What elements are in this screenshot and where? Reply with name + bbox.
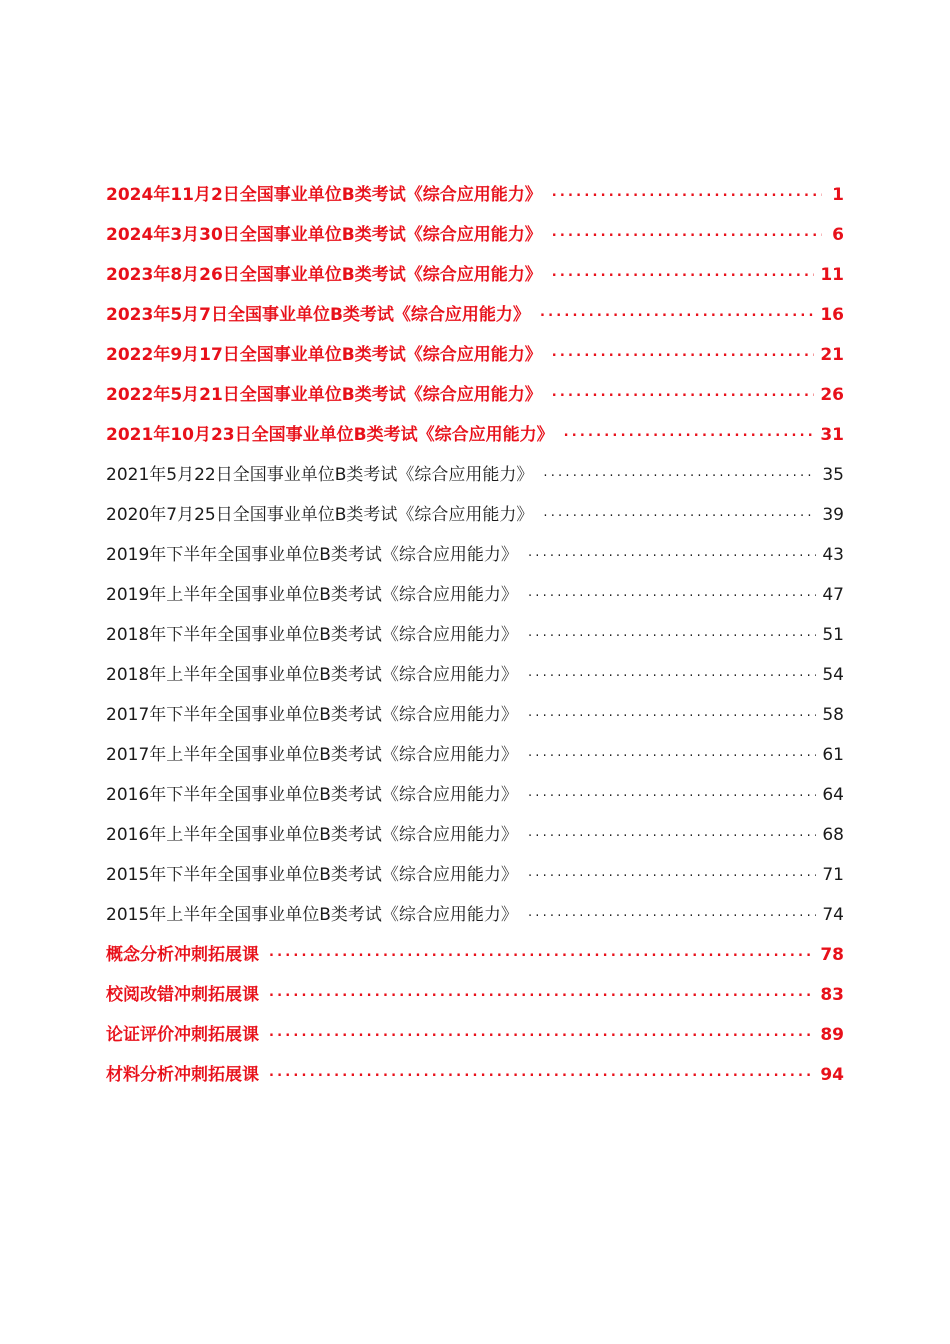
toc-entry-title: 2022年5月21日全国事业单位B类考试《综合应用能力》 bbox=[106, 385, 542, 405]
toc-entry-page: 35 bbox=[822, 465, 844, 485]
toc-entry-page: 78 bbox=[820, 945, 844, 965]
toc-entry[interactable] bbox=[106, 175, 844, 215]
toc-entry[interactable] bbox=[106, 855, 844, 895]
toc-leader-dots bbox=[269, 973, 814, 1013]
toc-entry[interactable] bbox=[106, 895, 844, 935]
toc-leader-dots bbox=[543, 453, 816, 493]
toc-entry-page: 83 bbox=[820, 985, 844, 1005]
toc-leader-dots bbox=[528, 653, 816, 693]
toc-entry-page: 54 bbox=[822, 665, 844, 685]
toc-entry-title: 2015年下半年全国事业单位B类考试《综合应用能力》 bbox=[106, 865, 518, 885]
toc-entry[interactable] bbox=[106, 615, 844, 655]
toc-entry-page: 1 bbox=[832, 185, 844, 205]
toc-entry-page: 16 bbox=[820, 305, 844, 325]
toc-leader-dots bbox=[528, 693, 816, 733]
toc-entry-title: 2017年下半年全国事业单位B类考试《综合应用能力》 bbox=[106, 705, 518, 725]
toc-entry[interactable] bbox=[106, 935, 844, 975]
toc-leader-dots bbox=[269, 1053, 814, 1093]
toc-entry[interactable] bbox=[106, 655, 844, 695]
toc-entry-page: 64 bbox=[822, 785, 844, 805]
toc-entry-page: 31 bbox=[820, 425, 844, 445]
toc-leader-dots bbox=[552, 173, 822, 213]
toc-entry-title: 2016年下半年全国事业单位B类考试《综合应用能力》 bbox=[106, 785, 518, 805]
toc-leader-dots bbox=[564, 413, 815, 453]
toc-entry-page: 61 bbox=[822, 745, 844, 765]
toc-entry-page: 74 bbox=[822, 905, 844, 925]
toc-entry-title: 论证评价冲刺拓展课 bbox=[106, 1025, 259, 1045]
table-of-contents bbox=[106, 175, 844, 1095]
toc-entry[interactable] bbox=[106, 335, 844, 375]
toc-entry[interactable] bbox=[106, 215, 844, 255]
toc-entry-page: 51 bbox=[822, 625, 844, 645]
toc-entry-title: 2023年5月7日全国事业单位B类考试《综合应用能力》 bbox=[106, 305, 530, 325]
toc-entry-title: 2018年上半年全国事业单位B类考试《综合应用能力》 bbox=[106, 665, 518, 685]
toc-entry-page: 21 bbox=[820, 345, 844, 365]
toc-leader-dots bbox=[528, 773, 816, 813]
toc-entry-title: 2024年11月2日全国事业单位B类考试《综合应用能力》 bbox=[106, 185, 542, 205]
toc-leader-dots bbox=[528, 733, 816, 773]
toc-entry-title: 校阅改错冲刺拓展课 bbox=[106, 985, 259, 1005]
toc-entry[interactable] bbox=[106, 415, 844, 455]
toc-entry-title: 2016年上半年全国事业单位B类考试《综合应用能力》 bbox=[106, 825, 518, 845]
toc-entry-page: 68 bbox=[822, 825, 844, 845]
toc-entry-title: 2018年下半年全国事业单位B类考试《综合应用能力》 bbox=[106, 625, 518, 645]
toc-entry-title: 2022年9月17日全国事业单位B类考试《综合应用能力》 bbox=[106, 345, 542, 365]
toc-entry-page: 39 bbox=[822, 505, 844, 525]
toc-entry-page: 43 bbox=[822, 545, 844, 565]
toc-entry-title: 材料分析冲刺拓展课 bbox=[106, 1065, 259, 1085]
toc-entry[interactable] bbox=[106, 375, 844, 415]
toc-entry-title: 2021年5月22日全国事业单位B类考试《综合应用能力》 bbox=[106, 465, 534, 485]
toc-entry-page: 47 bbox=[822, 585, 844, 605]
toc-entry-page: 71 bbox=[822, 865, 844, 885]
toc-entry-page: 58 bbox=[822, 705, 844, 725]
toc-entry[interactable] bbox=[106, 535, 844, 575]
toc-leader-dots bbox=[552, 253, 815, 293]
toc-entry-title: 2019年下半年全国事业单位B类考试《综合应用能力》 bbox=[106, 545, 518, 565]
toc-entry[interactable] bbox=[106, 975, 844, 1015]
toc-entry[interactable] bbox=[106, 735, 844, 775]
toc-leader-dots bbox=[540, 293, 814, 333]
toc-leader-dots bbox=[552, 373, 815, 413]
toc-entry[interactable] bbox=[106, 695, 844, 735]
toc-leader-dots bbox=[528, 893, 816, 933]
toc-entry[interactable] bbox=[106, 455, 844, 495]
toc-entry-title: 2023年8月26日全国事业单位B类考试《综合应用能力》 bbox=[106, 265, 542, 285]
toc-entry-title: 2021年10月23日全国事业单位B类考试《综合应用能力》 bbox=[106, 425, 554, 445]
toc-entry-title: 概念分析冲刺拓展课 bbox=[106, 945, 259, 965]
toc-entry-page: 94 bbox=[820, 1065, 844, 1085]
toc-leader-dots bbox=[269, 933, 814, 973]
toc-leader-dots bbox=[552, 333, 815, 373]
toc-entry[interactable] bbox=[106, 575, 844, 615]
toc-entry-page: 11 bbox=[820, 265, 844, 285]
toc-entry[interactable] bbox=[106, 775, 844, 815]
toc-entry[interactable] bbox=[106, 255, 844, 295]
toc-leader-dots bbox=[528, 533, 816, 573]
toc-entry-title: 2024年3月30日全国事业单位B类考试《综合应用能力》 bbox=[106, 225, 542, 245]
toc-entry[interactable] bbox=[106, 815, 844, 855]
toc-entry-title: 2020年7月25日全国事业单位B类考试《综合应用能力》 bbox=[106, 505, 534, 525]
toc-leader-dots bbox=[528, 613, 816, 653]
toc-leader-dots bbox=[269, 1013, 814, 1053]
toc-entry-title: 2019年上半年全国事业单位B类考试《综合应用能力》 bbox=[106, 585, 518, 605]
toc-entry[interactable] bbox=[106, 295, 844, 335]
toc-entry[interactable] bbox=[106, 495, 844, 535]
toc-entry-page: 6 bbox=[832, 225, 844, 245]
toc-leader-dots bbox=[552, 213, 822, 253]
toc-entry[interactable] bbox=[106, 1015, 844, 1055]
toc-leader-dots bbox=[528, 853, 816, 893]
toc-entry[interactable] bbox=[106, 1055, 844, 1095]
toc-entry-page: 26 bbox=[820, 385, 844, 405]
toc-leader-dots bbox=[528, 813, 816, 853]
toc-leader-dots bbox=[543, 493, 816, 533]
toc-entry-title: 2015年上半年全国事业单位B类考试《综合应用能力》 bbox=[106, 905, 518, 925]
toc-entry-title: 2017年上半年全国事业单位B类考试《综合应用能力》 bbox=[106, 745, 518, 765]
toc-leader-dots bbox=[528, 573, 816, 613]
toc-entry-page: 89 bbox=[820, 1025, 844, 1045]
